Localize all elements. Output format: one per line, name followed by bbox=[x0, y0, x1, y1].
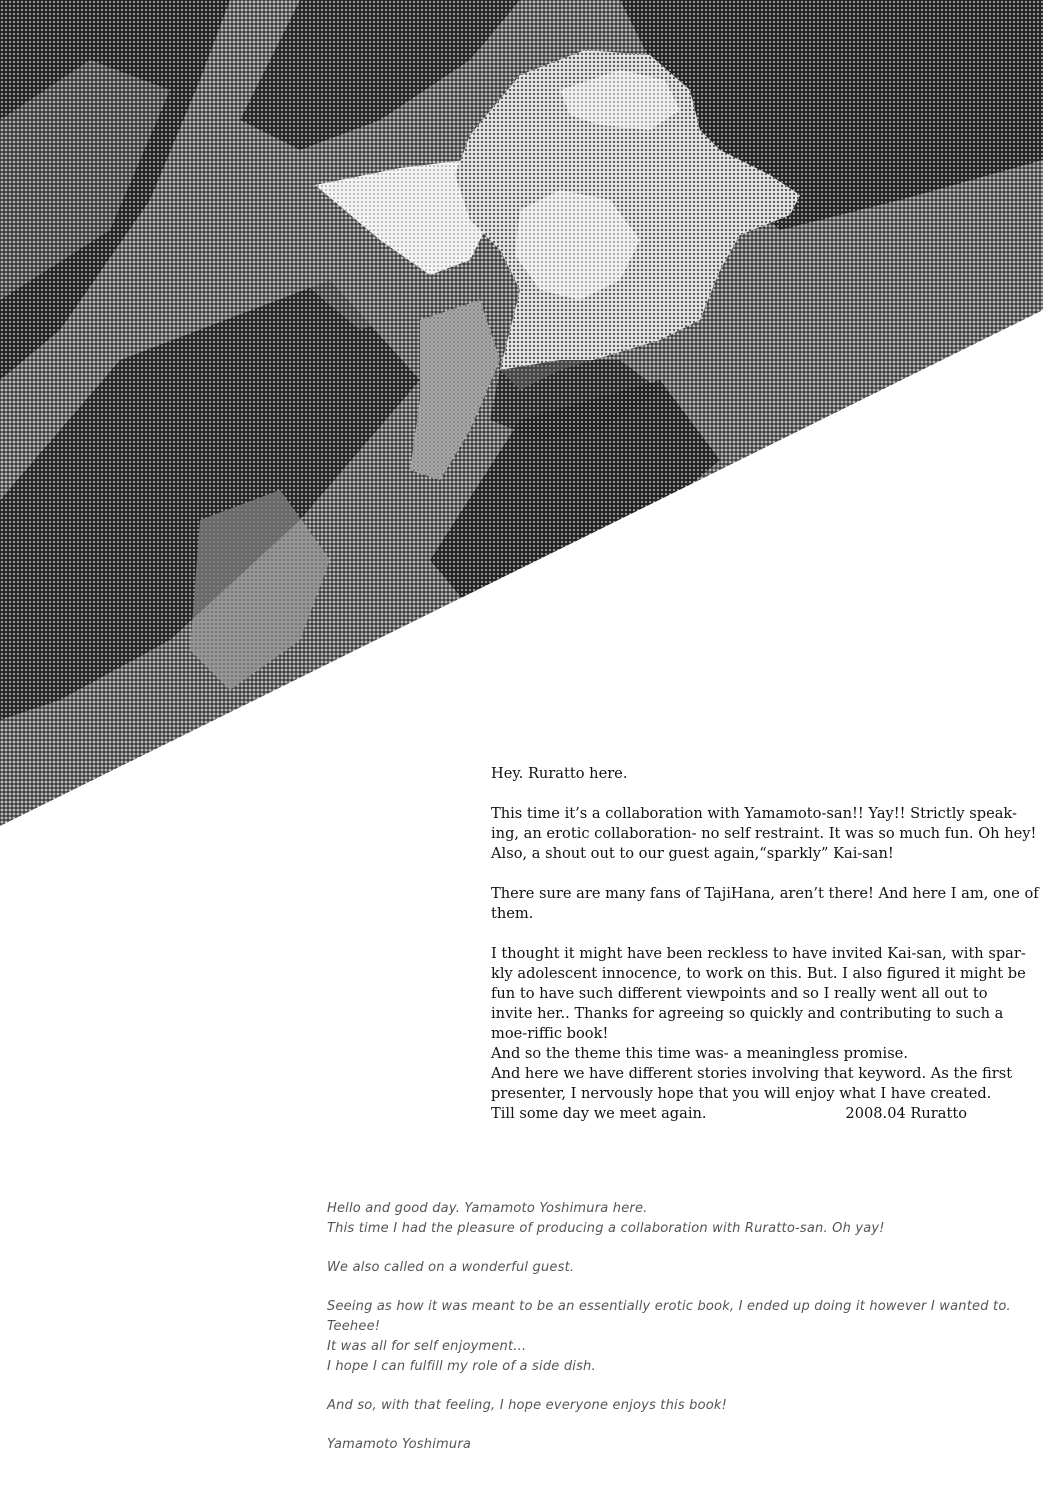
handwritten-line: Teehee! bbox=[327, 1319, 381, 1334]
yamamoto-afterword bbox=[327, 1199, 1027, 1455]
handwritten-line: This time I had the pleasure of producing a collaboration with Ruratto-san. Oh yay! bbox=[327, 1221, 885, 1236]
greeting-line: Hey. Ruratto here. bbox=[491, 765, 628, 782]
closing-line: Till some day we meet again. bbox=[491, 1105, 707, 1122]
text-line: fun to have such different viewpoints and so I really went all out to bbox=[491, 985, 988, 1002]
handwritten-line: We also called on a wonderful guest. bbox=[327, 1260, 575, 1275]
text-line: ing, an erotic collaboration- no self restraint. It was so much fun. Oh hey! bbox=[491, 825, 1037, 842]
text-line: Also, a shout out to our guest again,“sparkly” Kai-san! bbox=[491, 845, 894, 862]
handwritten-line: And so, with that feeling, I hope everyone enjoys this book! bbox=[327, 1398, 728, 1413]
handwritten-line: Hello and good day. Yamamoto Yoshimura here. bbox=[327, 1201, 648, 1216]
handwritten-line: I hope I can fulfill my role of a side dish. bbox=[327, 1359, 596, 1374]
ruratto-signature: 2008.04 Ruratto bbox=[845, 1105, 967, 1122]
text-line: them. bbox=[491, 905, 534, 922]
text-line: I thought it might have been reckless to have invited Kai-san, with spar- bbox=[491, 945, 1026, 962]
text-line: And so the theme this time was- a meaningless promise. bbox=[491, 1045, 908, 1062]
handwritten-line: It was all for self enjoyment... bbox=[327, 1339, 527, 1354]
text-line: There sure are many fans of TajiHana, aren’t there! And here I am, one of bbox=[491, 885, 1039, 902]
text-line: This time it’s a collaboration with Yamamoto-san!! Yay!! Strictly speak- bbox=[491, 805, 1017, 822]
handwritten-line: Seeing as how it was meant to be an essentially erotic book, I ended up doing it however I wanted to. bbox=[327, 1299, 1011, 1314]
text-line: presenter, I nervously hope that you will enjoy what I have created. bbox=[491, 1085, 992, 1102]
text-line: And here we have different stories involving that keyword. As the first bbox=[491, 1065, 1013, 1082]
ruratto-afterword bbox=[491, 764, 1039, 1124]
text-line: invite her.. Thanks for agreeing so quickly and contributing to such a bbox=[491, 1005, 1004, 1022]
text-line: moe-riffic book! bbox=[491, 1025, 609, 1042]
text-line: kly adolescent innocence, to work on this. But. I also figured it might be bbox=[491, 965, 1026, 982]
yamamoto-signature: Yamamoto Yoshimura bbox=[327, 1437, 472, 1452]
signoff-row bbox=[491, 1104, 967, 1124]
